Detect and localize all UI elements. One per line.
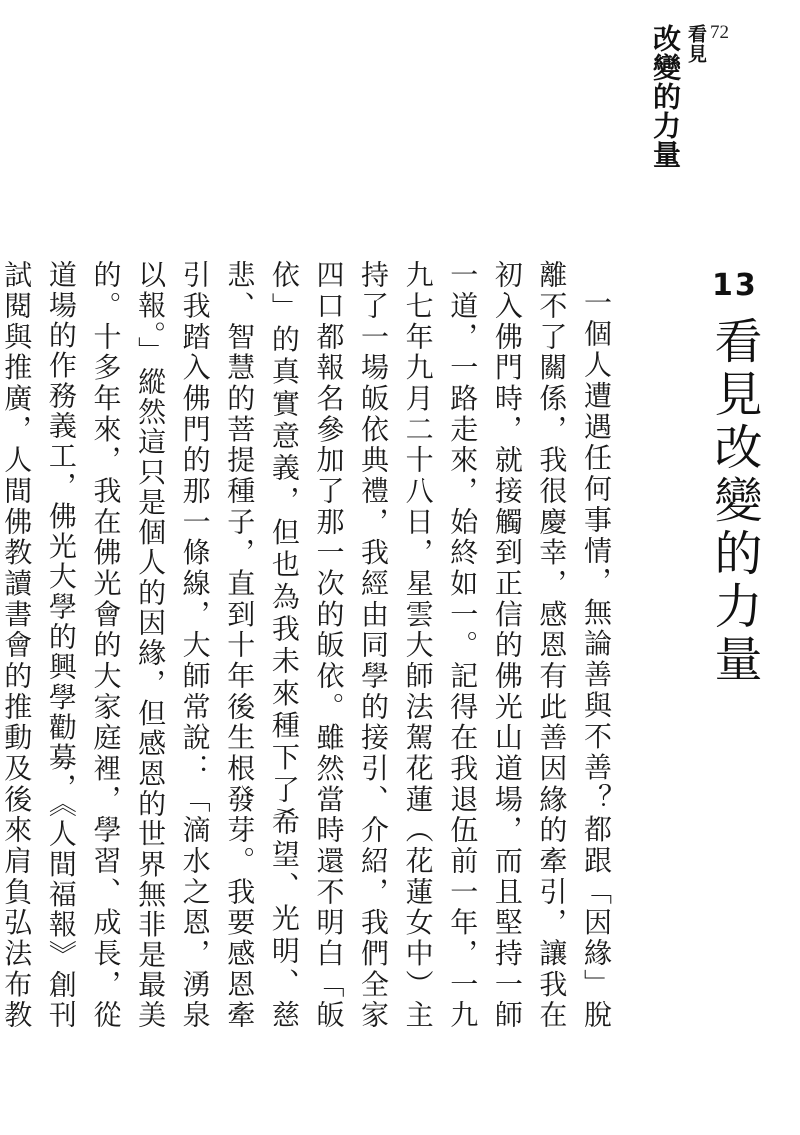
running-head-title: 改變的力量	[649, 24, 682, 169]
body-paragraph: 一個人遭遇任何事情，無論善與不善？都跟「因緣」脫離不了關係，我很慶幸，感恩有此善因緣的牽引，讓我在初入佛門時，就接觸到正信的佛光山道場，而且堅持一師一道，一路走來，始終如一。記得在我退伍前一年，一九九七年九月二十八日，星雲大師法駕花蓮（花蓮女中）主持了一場皈依典禮，我經由同學的接引、介紹，我們全家四口都報名參加了那一次的皈依。雖然當時還不明白「皈依」的真實意義，但也為我未來種下了希望、光明、慈悲、智慧的菩提種子，直到十年後生根發芽。我要感恩牽引我踏入佛門的那一條線，大師常說：「滴水之恩，湧泉以報。」縱然這只是個人的因緣，但感恩的世界無非是最美的。十多年來，我在佛光會的大家庭裡，學習、成長，從道場的作務義工，佛光大學的興學勸募，《人間福報》創刊試閱與推廣，人間佛教讀書會的推動及後來肩負弘法布教	[0, 260, 613, 1030]
page-number: 72	[710, 22, 729, 43]
chapter-number: 13	[712, 268, 758, 303]
chapter-title: 看見改變的力量	[706, 316, 762, 687]
running-head-prefix: 看見	[685, 24, 707, 64]
body-text-column-block	[0, 260, 618, 1030]
